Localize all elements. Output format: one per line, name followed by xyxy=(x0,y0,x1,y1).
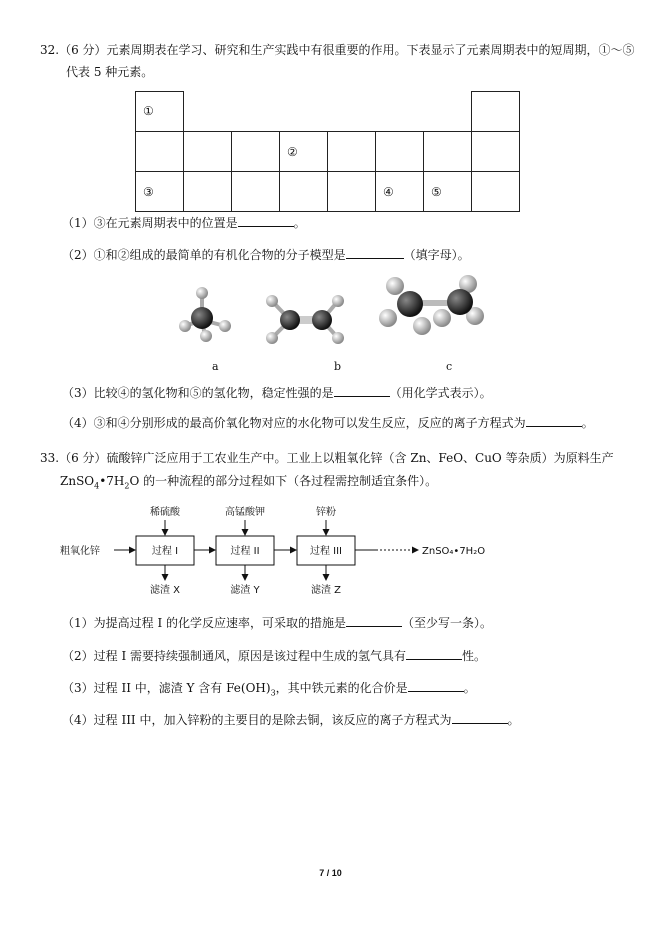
q32-header-line2: 代表 5 种元素。 xyxy=(66,65,154,79)
flow-start: 粗氧化锌 xyxy=(60,546,100,557)
flow-product: ZnSO₄•7H₂O xyxy=(422,546,486,557)
model-label-a: a xyxy=(212,360,219,373)
answer-blank[interactable] xyxy=(408,679,464,692)
model-label-c: c xyxy=(446,360,453,373)
q33-sub2: （2）过程 I 需要持续强制通风，原因是该过程中生成的氢气具有 性。 xyxy=(62,649,487,663)
q32-header: 32.（6 分）元素周期表在学习、研究和生产实践中有很重要的作用。下表显示了元素周期表中的短周期，①～⑤ xyxy=(40,43,635,57)
q33-sub1: （1）为提高过程 I 的化学反应速率，可采取的措施是 （至少写一条）。 xyxy=(62,616,493,630)
answer-blank[interactable] xyxy=(334,384,390,397)
flow-process-2: 过程 II xyxy=(230,546,260,557)
flow-residue-1: 滤渣 X xyxy=(149,585,181,596)
answer-blank[interactable] xyxy=(238,214,294,227)
answer-blank[interactable] xyxy=(346,246,404,259)
answer-blank[interactable] xyxy=(526,414,582,427)
q32-sub1: （1）③在元素周期表中的位置是 。 xyxy=(62,216,306,230)
q32-sub2: （2）①和②组成的最简单的有机化合物的分子模型是 （填字母）。 xyxy=(62,248,470,262)
model-label-b: b xyxy=(334,360,342,373)
page-number: 7 / 10 xyxy=(319,868,342,878)
molecule-models xyxy=(170,268,500,368)
q33-header: 33.（6 分）硫酸锌广泛应用于工农业生产中。工业上以粗氧化锌（含 Zn、FeO、CuO 等杂质）为原料生产 xyxy=(40,451,614,465)
q32-sub4: （4）③和④分别形成的最高价氧化物对应的水化物可以发生反应，反应的离子方程式为 。 xyxy=(62,416,594,430)
ethane-model-icon xyxy=(379,275,484,335)
cell-element-1: ① xyxy=(136,92,184,132)
methane-model-icon xyxy=(179,287,231,342)
flow-residue-2: 滤渣 Y xyxy=(230,585,260,596)
cell-noble-1 xyxy=(472,92,520,132)
q33-sub3: （3）过程 II 中，滤渣 Y 含有 $Fe(OH)_3$，其中铁元素的化合价是 。 xyxy=(62,681,476,698)
periodic-table xyxy=(135,91,520,212)
flow-process-1: 过程 I xyxy=(151,546,179,557)
ethylene-model-icon xyxy=(266,295,344,344)
flow-reagent-1: 稀硫酸 xyxy=(150,507,180,518)
flow-reagent-2: 高锰酸钾 xyxy=(225,507,265,518)
answer-blank[interactable] xyxy=(406,647,462,660)
cell-element-5: ⑤ xyxy=(424,172,472,212)
cell-element-2: ② xyxy=(280,132,328,172)
q32-sub3: （3）比较④的氢化物和⑤的氢化物，稳定性强的是 （用化学式表示）。 xyxy=(62,386,492,400)
q33-sub4: （4）过程 III 中，加入锌粉的主要目的是除去铜，该反应的离子方程式为 。 xyxy=(62,713,520,727)
cell-element-4: ④ xyxy=(376,172,424,212)
answer-blank[interactable] xyxy=(452,711,508,724)
cell-element-3: ③ xyxy=(136,172,184,212)
answer-blank[interactable] xyxy=(346,614,402,627)
flow-process-3: 过程 III xyxy=(309,546,343,557)
flow-residue-3: 滤渣 Z xyxy=(310,585,342,596)
flow-reagent-3: 锌粉 xyxy=(316,507,336,518)
q33-header-line2: $ZnSO_4•7H_2O$ 的一种流程的部分过程如下（各过程需控制适宜条件）。 xyxy=(60,474,438,491)
process-flow-diagram xyxy=(60,500,580,605)
